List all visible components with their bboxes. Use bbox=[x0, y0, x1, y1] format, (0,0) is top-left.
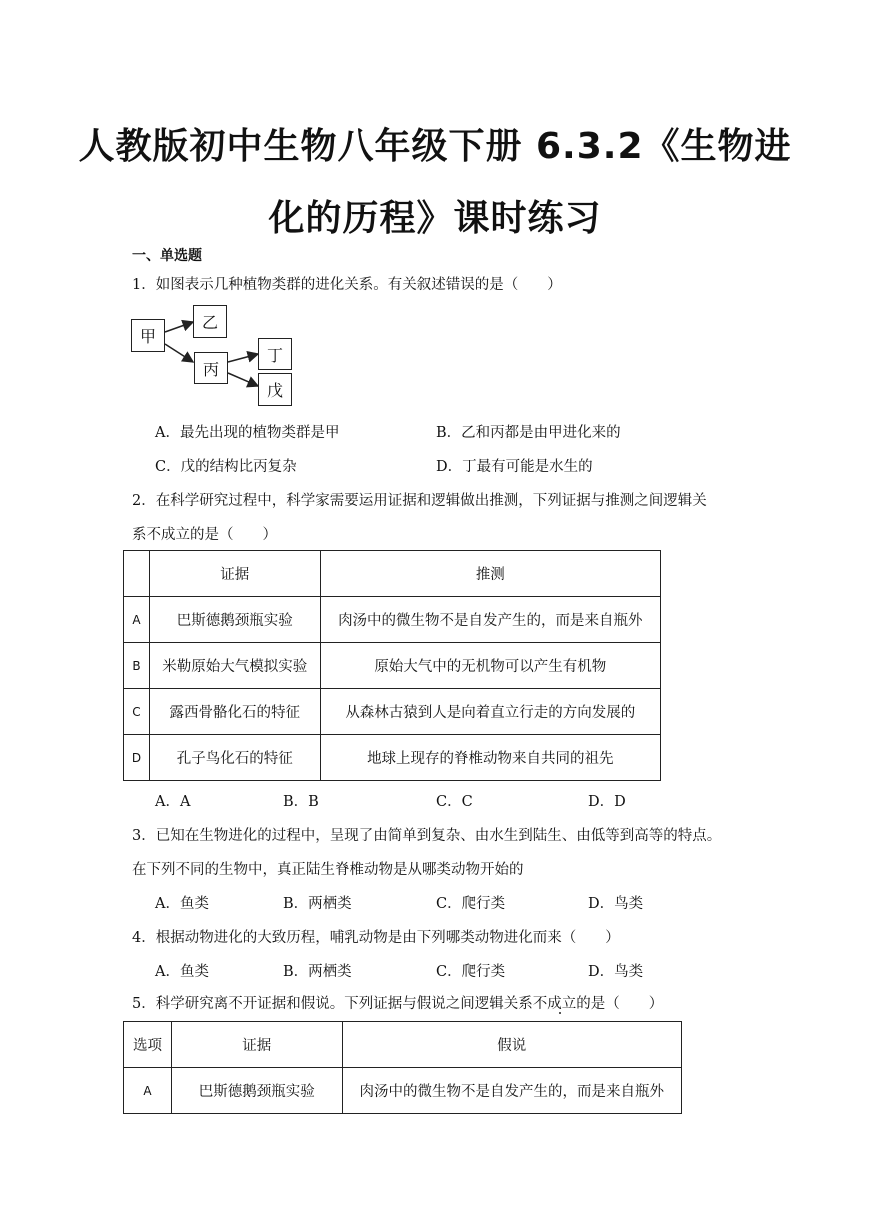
doc-title-line-1: 人教版初中生物八年级下册 6.3.2《生物进 bbox=[78, 126, 792, 167]
node-yi: 乙 bbox=[193, 305, 227, 338]
header-cell bbox=[124, 551, 150, 597]
q1-option-c: C．戊的结构比丙复杂 bbox=[155, 459, 297, 475]
q1-option-a: A．最先出现的植物类群是甲 bbox=[155, 425, 340, 441]
row-label: C bbox=[124, 689, 150, 735]
node-jia: 甲 bbox=[131, 319, 165, 352]
q3-option-b: B．两栖类 bbox=[283, 896, 352, 912]
table-row bbox=[124, 643, 661, 689]
q4-option-c: C．爬行类 bbox=[436, 964, 506, 980]
row-label: A bbox=[124, 597, 150, 643]
inference-cell: 肉汤中的微生物不是自发产生的，而是来自瓶外 bbox=[320, 597, 660, 643]
evidence-cell: 露西骨骼化石的特征 bbox=[149, 689, 320, 735]
section-heading: 一、单选题 bbox=[132, 248, 202, 264]
evidence-cell: 巴斯德鹅颈瓶实验 bbox=[171, 1068, 342, 1114]
evidence-cell: 孔子鸟化石的特征 bbox=[149, 735, 320, 781]
q2-stem-line-1: 2．在科学研究过程中，科学家需要运用证据和逻辑做出推测，下列证据与推测之间逻辑关 bbox=[132, 493, 707, 509]
q4-option-b: B．两栖类 bbox=[283, 964, 352, 980]
header-cell: 证据 bbox=[171, 1022, 342, 1068]
table-header-row bbox=[124, 1022, 682, 1068]
q1-option-d: D．丁最有可能是水生的 bbox=[436, 459, 593, 475]
q3-option-c: C．爬行类 bbox=[436, 896, 506, 912]
q3-stem-line-1: 3．已知在生物进化的过程中，呈现了由简单到复杂、由水生到陆生、由低等到高等的特点。 bbox=[132, 828, 722, 844]
q1-option-b: B．乙和丙都是由甲进化来的 bbox=[436, 425, 621, 441]
header-cell: 推测 bbox=[320, 551, 660, 597]
q5-stem: 5．科学研究离不开证据和假说。下列证据与假说之间逻辑关系不成立的是（ ） bbox=[132, 996, 664, 1012]
row-label: A bbox=[124, 1068, 172, 1114]
row-label: D bbox=[124, 735, 150, 781]
row-label: B bbox=[124, 643, 150, 689]
node-ding: 丁 bbox=[258, 338, 292, 370]
emphasis-dot bbox=[559, 1012, 561, 1014]
hypothesis-cell: 肉汤中的微生物不是自发产生的，而是来自瓶外 bbox=[342, 1068, 681, 1114]
node-bing: 丙 bbox=[194, 352, 228, 384]
evidence-cell: 巴斯德鹅颈瓶实验 bbox=[149, 597, 320, 643]
q3-option-d: D．鸟类 bbox=[588, 896, 644, 912]
doc-title-line-2: 化的历程》课时练习 bbox=[268, 198, 602, 239]
arrow-bing-ding bbox=[228, 354, 258, 362]
q2-stem-line-2: 系不成立的是（ ） bbox=[132, 527, 277, 543]
table-row bbox=[124, 735, 661, 781]
arrow-jia-bing bbox=[165, 344, 193, 362]
q4-option-d: D．鸟类 bbox=[588, 964, 644, 980]
q4-stem: 4．根据动物进化的大致历程，哺乳动物是由下列哪类动物进化而来（ ） bbox=[132, 930, 620, 946]
table-header-row bbox=[124, 551, 661, 597]
table-row bbox=[124, 689, 661, 735]
inference-cell: 原始大气中的无机物可以产生有机物 bbox=[320, 643, 660, 689]
header-cell: 证据 bbox=[149, 551, 320, 597]
table-row bbox=[124, 1068, 682, 1114]
node-wu: 戊 bbox=[258, 373, 292, 406]
evidence-cell: 米勒原始大气模拟实验 bbox=[149, 643, 320, 689]
arrow-bing-wu bbox=[228, 373, 258, 386]
inference-cell: 从森林古猿到人是向着直立行走的方向发展的 bbox=[320, 689, 660, 735]
q2-table bbox=[123, 550, 661, 781]
q1-stem: 1．如图表示几种植物类群的进化关系。有关叙述错误的是（ ） bbox=[132, 277, 562, 293]
table-row bbox=[124, 597, 661, 643]
q2-option-b: B．B bbox=[283, 794, 319, 810]
q3-stem-line-2: 在下列不同的生物中，真正陆生脊椎动物是从哪类动物开始的 bbox=[132, 862, 524, 878]
inference-cell: 地球上现存的脊椎动物来自共同的祖先 bbox=[320, 735, 660, 781]
q2-option-d: D．D bbox=[588, 794, 626, 810]
arrow-jia-yi bbox=[165, 322, 193, 332]
q2-option-a: A．A bbox=[155, 794, 191, 810]
header-cell: 选项 bbox=[124, 1022, 172, 1068]
q3-option-a: A．鱼类 bbox=[155, 896, 209, 912]
header-cell: 假说 bbox=[342, 1022, 681, 1068]
q4-option-a: A．鱼类 bbox=[155, 964, 209, 980]
q2-option-c: C．C bbox=[436, 794, 473, 810]
q5-table bbox=[123, 1021, 682, 1114]
